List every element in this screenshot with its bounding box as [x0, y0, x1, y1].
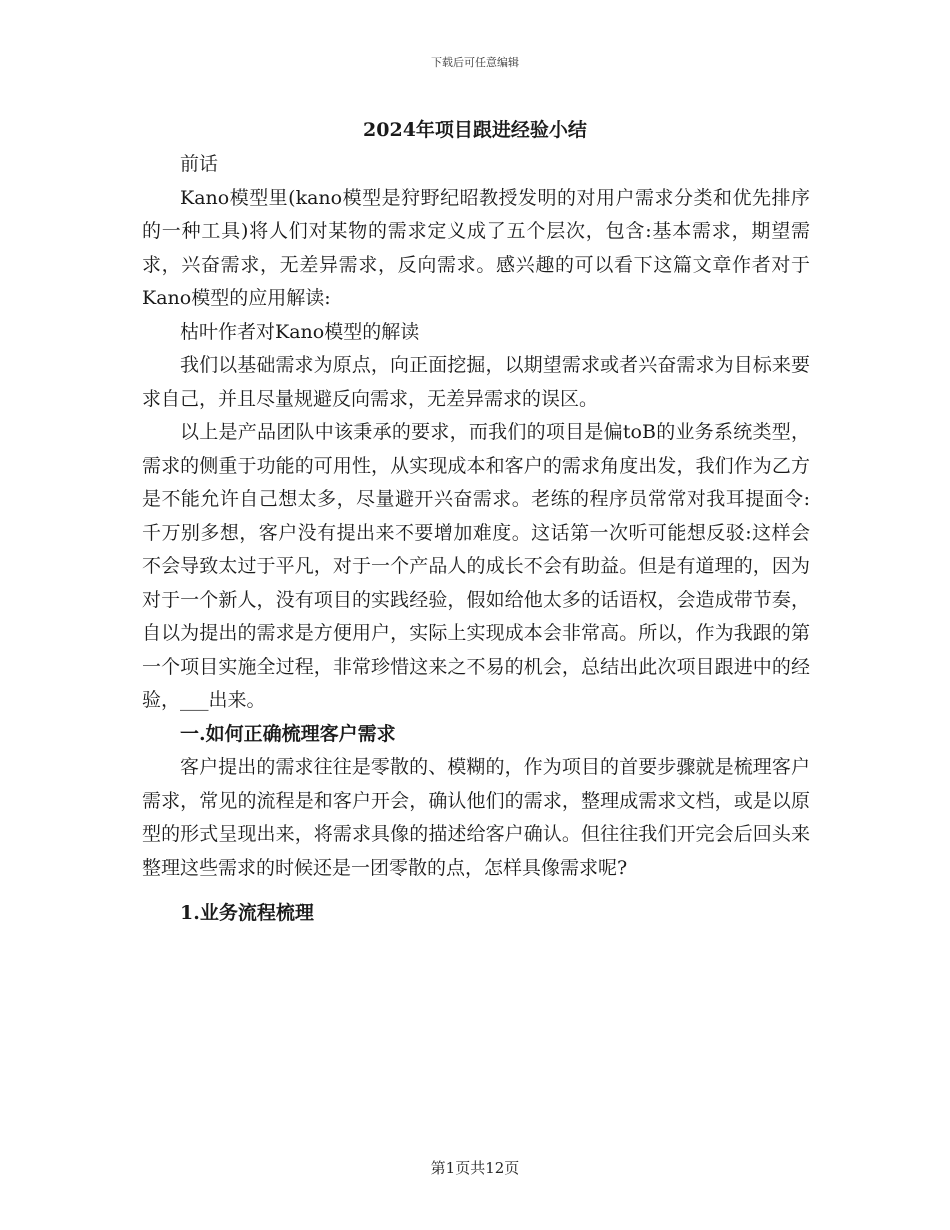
- document-title: 2024年项目跟进经验小结: [363, 119, 587, 141]
- document-body: [142, 148, 810, 931]
- section-heading: 一.如何正确梳理客户需求: [180, 722, 396, 745]
- project-context-paragraph: 以上是产品团队中该秉承的要求，而我们的项目是偏toB的业务系统类型，需求的侧重于功能的可用性，从实现成本和客户的需求角度出发，我们作为乙方是不能允许自己想太多，尽量避开兴奋需求。老练的程序员常常对我耳提面令:千万别多想，客户没有提出来不要增加难度。这话第一次听可能想反驳:这样会不会导致太过于平凡，对于一个产品人的成长不会有助益。但是有道理的，因为对于一个新人，没有项目的实践经验，假如给他太多的话语权，会造成带节奏，自以为提出的需求是方便用户，实际上实现成本会非常高。所以，作为我跟的第一个项目实施全过程，非常珍惜这来之不易的机会，总结出此次项目跟进中的经验，___出来。: [142, 421, 810, 711]
- subsection-heading: 1.业务流程梳理: [180, 902, 314, 924]
- header-note: 下载后可任意编辑: [431, 56, 519, 69]
- kano-reference-line: 枯叶作者对Kano模型的解读: [180, 320, 420, 343]
- section-paragraph: 客户提出的需求往往是零散的、模糊的，作为项目的首要步骤就是梳理客户需求，常见的流程是和客户开会，确认他们的需求，整理成需求文档，或是以原型的形式呈现出来，将需求具像的描述给客户确认。但往往我们开完会后回头来整理这些需求的时候还是一团零散的点，怎样具像需求呢?: [142, 756, 810, 879]
- goal-paragraph: 我们以基础需求为原点，向正面挖掘，以期望需求或者兴奋需求为目标来要求自己，并且尽量规避反向需求，无差异需求的误区。: [142, 354, 810, 410]
- preface-label: 前话: [180, 153, 219, 175]
- kano-intro-paragraph: Kano模型里(kano模型是狩野纪昭教授发明的对用户需求分类和优先排序的一种工具)将人们对某物的需求定义成了五个层次，包含:基本需求，期望需求，兴奋需求，无差异需求，反向需求。感兴趣的可以看下这篇文章作者对于Kano模型的应用解读:: [142, 186, 810, 309]
- page-number-footer: 第1页共12页: [430, 1159, 520, 1177]
